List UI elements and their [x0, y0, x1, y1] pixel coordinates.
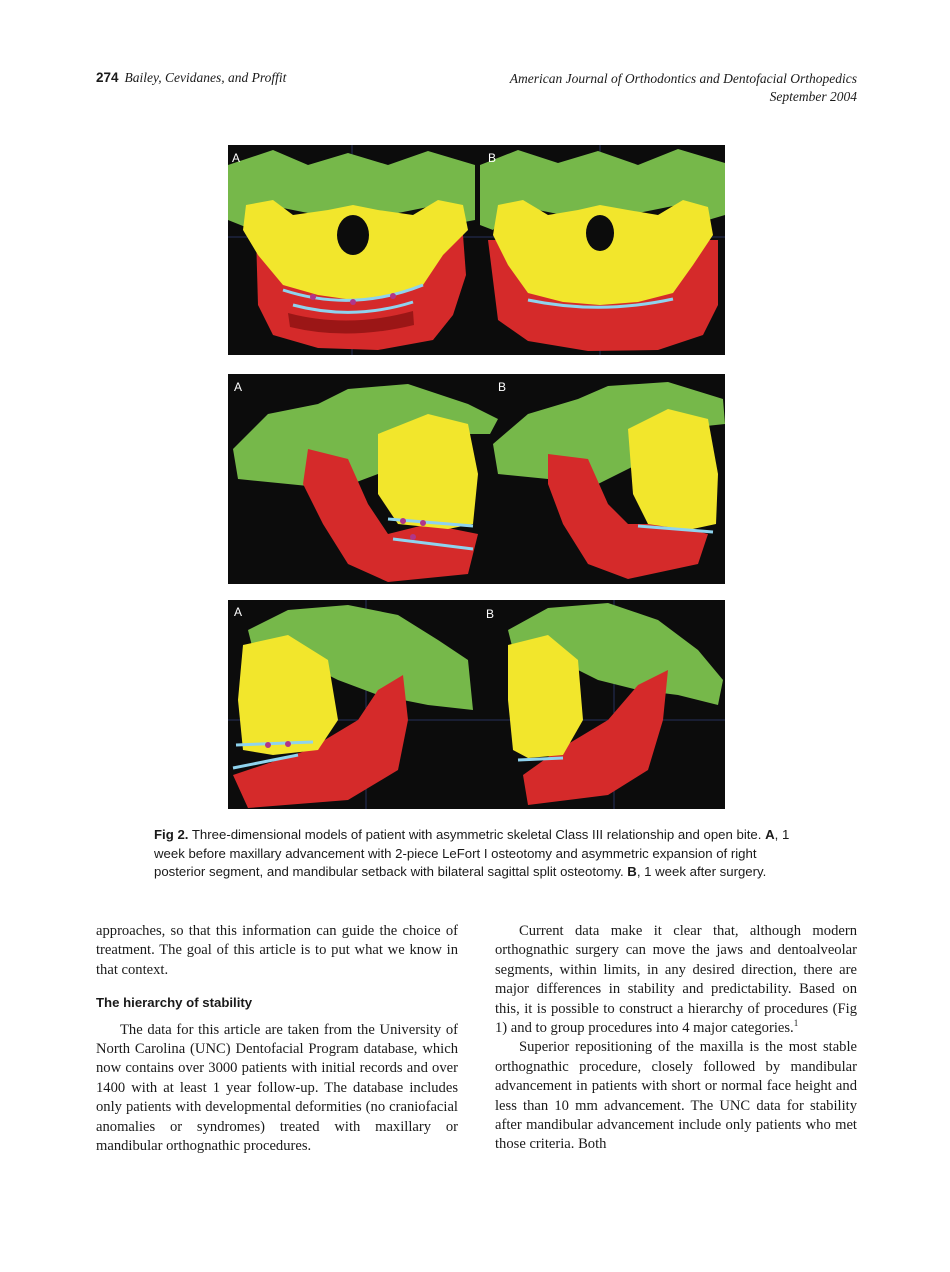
- panel3-label-b: B: [486, 607, 495, 621]
- paragraph: Superior repositioning of the maxilla is the most stable orthognathic procedure, closely followed by mandibular advancement in patients with short or normal face height and less than 10 mm advancement. The UNC data for stability after mandibular advancement include only patients who met those criteria. Both: [495, 1039, 857, 1153]
- caption-b-label: B: [627, 864, 637, 880]
- lateral-right-skull-models: [228, 374, 725, 584]
- panel2-label-a: A: [234, 380, 243, 394]
- panel1-label-b: B: [488, 151, 497, 165]
- paragraph-text: Current data make it clear that, although modern orthognathic surgery can move the jaws and dentoalveolar segments, within limits, in any desired direction, there are major differences in stability and predictability. Based on this, it is possible to construct a hierarchy of procedures (Fig 1) and to group procedures into 4 major categories.: [495, 923, 857, 1037]
- caption-a-label: A: [765, 827, 775, 842]
- figure-label: Fig 2.: [154, 827, 189, 842]
- panel3-label-a: A: [234, 605, 243, 619]
- body-column-left: [96, 922, 458, 1156]
- figure-panel-lateral-left: [228, 600, 725, 809]
- figure-panel-frontal: [228, 145, 725, 355]
- running-header-left: [96, 70, 286, 86]
- skull-model-b-frontal: [480, 149, 725, 351]
- caption-a-text: , 1 week before maxillary advancement with 2-piece LeFort I osteotomy and asymmetric expansion of right posterior segment, and mandibular setback with bilateral sagittal split osteotomy.: [154, 827, 790, 880]
- lateral-left-skull-models: [228, 600, 725, 809]
- panel2-label-b: B: [498, 380, 507, 394]
- issue-date: September 2004: [769, 89, 857, 104]
- paragraph: approaches, so that this information can guide the choice of treatment. The goal of this article is to put what we know in that context.: [96, 923, 458, 978]
- caption-intro: Three-dimensional models of patient with asymmetric skeletal Class III relationship and open bite.: [191, 827, 762, 842]
- running-header-right: [510, 70, 857, 106]
- paragraph: The data for this article are taken from the University of North Carolina (UNC) Dentofacial Program database, which now contains over 3000 patients with initial records and over 1400 with at least 1 year follow-up. The database includes only patients with developmental deformities (no craniofacial anomalies or syndromes) treated with maxillary or mandibular orthognathic procedures.: [96, 1021, 458, 1155]
- body-column-right: [495, 922, 857, 1155]
- page-number: 274: [96, 70, 119, 85]
- reference-superscript: 1: [793, 1018, 799, 1029]
- figure-panel-lateral-right: [228, 374, 725, 584]
- section-heading: The hierarchy of stability: [96, 995, 253, 1011]
- journal-title: American Journal of Orthodontics and Dentofacial Orthopedics: [509, 71, 857, 86]
- frontal-skull-models: [228, 145, 725, 355]
- caption-b-text: , 1 week after surgery.: [636, 864, 767, 880]
- paragraph: [495, 922, 857, 1038]
- panel1-label-a: A: [232, 151, 241, 165]
- running-header-authors: Bailey, Cevidanes, and Proffit: [124, 70, 287, 85]
- figure-caption: [154, 826, 804, 882]
